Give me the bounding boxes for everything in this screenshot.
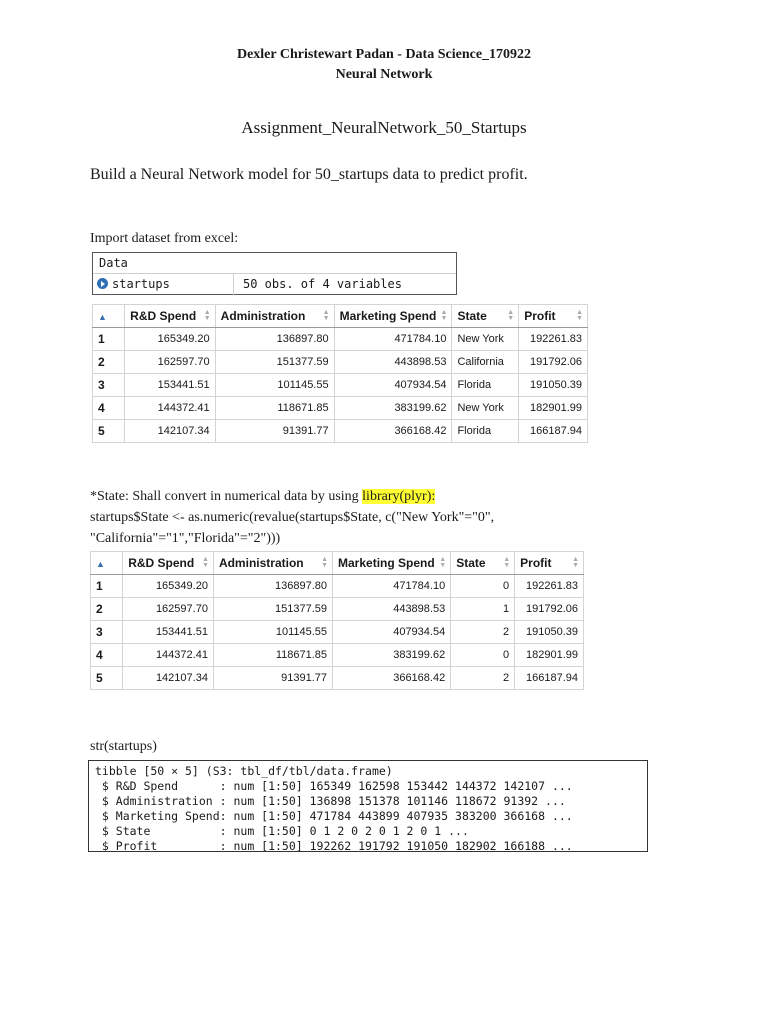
table-cell: 407934.54 (333, 621, 451, 644)
column-header[interactable]: R&D Spend ▲ ▼ (125, 305, 216, 328)
table-cell: 166187.94 (515, 667, 584, 690)
env-header: Data (93, 253, 456, 274)
table-cell: 191050.39 (515, 621, 584, 644)
console-line: $ State : num [1:50] 0 1 2 0 2 0 1 2 0 1 ... (95, 824, 469, 838)
sort-icon: ▲ ▼ (576, 309, 583, 322)
table-cell: 182901.99 (519, 397, 588, 420)
env-row-startups[interactable] (93, 274, 456, 295)
data-table-original (92, 304, 588, 443)
sort-up-icon: ▲ (98, 312, 107, 322)
table-row (93, 351, 588, 374)
table-cell: 366168.42 (333, 667, 451, 690)
console-line: $ Administration : num [1:50] 136898 151378 101146 118672 91392 ... (95, 794, 566, 808)
sort-icon: ▲ ▼ (203, 309, 211, 322)
table-cell: 136897.80 (213, 575, 332, 598)
row-index: 5 (93, 420, 125, 443)
subject-line: Neural Network (335, 67, 433, 82)
column-header[interactable]: Marketing Spend ▲ ▼ (333, 552, 451, 575)
task-text: Build a Neural Network model for 50_startups data to predict profit. (90, 166, 528, 183)
code-line-1: startups$State <- as.numeric(revalue(startups$State, c("New York"="0", (90, 510, 495, 525)
table-cell: 151377.59 (215, 351, 334, 374)
table-row (91, 598, 584, 621)
table-row (93, 374, 588, 397)
table-cell: California (452, 351, 519, 374)
row-index: 1 (91, 575, 123, 598)
sort-icon: ▲ ▼ (572, 556, 579, 569)
column-header[interactable]: Profit ▲ ▼ (515, 552, 584, 575)
table-cell: 144372.41 (125, 397, 216, 420)
env-object-name: startups (112, 277, 170, 291)
sort-index-header[interactable] (91, 552, 123, 575)
table-cell: 1 (451, 598, 515, 621)
table-cell: 162597.70 (123, 598, 214, 621)
table-cell: 182901.99 (515, 644, 584, 667)
row-index: 2 (91, 598, 123, 621)
row-index: 5 (91, 667, 123, 690)
column-header[interactable]: Profit ▲ ▼ (519, 305, 588, 328)
table-cell: 118671.85 (215, 397, 334, 420)
table-cell: 0 (451, 644, 515, 667)
console-line: $ Profit : num [1:50] 192262 191792 191050 182902 166188 ... (95, 839, 573, 852)
table-row (93, 420, 588, 443)
table-cell: 192261.83 (515, 575, 584, 598)
table-cell: 142107.34 (123, 667, 214, 690)
code-line-2: "California"="1","Florida"="2"))) (90, 531, 281, 546)
table-cell: 166187.94 (519, 420, 588, 443)
column-header[interactable]: State ▲ ▼ (452, 305, 519, 328)
table-cell: 383199.62 (334, 397, 452, 420)
row-index: 4 (93, 397, 125, 420)
table-row (91, 644, 584, 667)
row-index: 3 (91, 621, 123, 644)
row-index: 4 (91, 644, 123, 667)
table-row (91, 621, 584, 644)
str-label: str(startups) (90, 739, 157, 754)
sort-index-header[interactable] (93, 305, 125, 328)
table-row (93, 328, 588, 351)
sort-icon: ▲ ▼ (322, 309, 330, 322)
table-cell: 101145.55 (213, 621, 332, 644)
row-index: 1 (93, 328, 125, 351)
console-line: $ Marketing Spend: num [1:50] 471784 443899 407935 383200 366168 ... (95, 809, 573, 823)
table-cell: 191050.39 (519, 374, 588, 397)
row-index: 2 (93, 351, 125, 374)
table-row (91, 667, 584, 690)
console-line: tibble [50 × 5] (S3: tbl_df/tbl/data.frame) (95, 764, 393, 778)
table-cell: 407934.54 (334, 374, 452, 397)
table-cell: 2 (451, 667, 515, 690)
table-cell: 383199.62 (333, 644, 451, 667)
row-index: 3 (93, 374, 125, 397)
table-cell: 0 (451, 575, 515, 598)
table-cell: 165349.20 (125, 328, 216, 351)
table-cell: 162597.70 (125, 351, 216, 374)
table-cell: 144372.41 (123, 644, 214, 667)
column-header[interactable]: Administration ▲ ▼ (215, 305, 334, 328)
table-cell: 443898.53 (334, 351, 452, 374)
table-cell: 101145.55 (215, 374, 334, 397)
table-cell: 471784.10 (333, 575, 451, 598)
table-cell: 471784.10 (334, 328, 452, 351)
column-header[interactable]: R&D Spend ▲ ▼ (123, 552, 214, 575)
table-cell: 191792.06 (515, 598, 584, 621)
env-object-desc: 50 obs. of 4 variables (243, 277, 402, 291)
table-cell: 2 (451, 621, 515, 644)
table-cell: 91391.77 (213, 667, 332, 690)
console-output (88, 760, 648, 852)
sort-up-icon: ▲ (96, 559, 105, 569)
table-cell: 91391.77 (215, 420, 334, 443)
table-cell: 191792.06 (519, 351, 588, 374)
table-cell: New York (452, 328, 519, 351)
table-cell: 153441.51 (123, 621, 214, 644)
console-line: $ R&D Spend : num [1:50] 165349 162598 153442 144372 142107 ... (95, 779, 573, 793)
table-cell: Florida (452, 420, 519, 443)
column-header[interactable]: Administration ▲ ▼ (213, 552, 332, 575)
table-cell: 165349.20 (123, 575, 214, 598)
table-cell: 151377.59 (213, 598, 332, 621)
sort-icon: ▲ ▼ (440, 309, 448, 322)
table-cell: 136897.80 (215, 328, 334, 351)
sort-icon: ▲ ▼ (503, 556, 511, 569)
expand-play-icon[interactable] (97, 278, 108, 289)
table-row (91, 575, 584, 598)
sort-icon: ▲ ▼ (321, 556, 329, 569)
table-cell: New York (452, 397, 519, 420)
page-title: Assignment_NeuralNetwork_50_Startups (241, 118, 527, 137)
state-note (90, 489, 435, 505)
environment-pane (92, 252, 457, 295)
author-line: Dexler Christewart Padan - Data Science_170922 (236, 47, 532, 62)
sort-icon: ▲ ▼ (507, 309, 515, 322)
table-cell: Florida (452, 374, 519, 397)
highlighted-library: library(plyr): (362, 489, 436, 504)
table-cell: 366168.42 (334, 420, 452, 443)
table-cell: 153441.51 (125, 374, 216, 397)
table-cell: 118671.85 (213, 644, 332, 667)
import-label: Import dataset from excel: (90, 231, 239, 246)
state-note-prefix: *State: Shall convert in numerical data by using (90, 489, 363, 504)
sort-icon: ▲ ▼ (439, 556, 447, 569)
table-row (93, 397, 588, 420)
column-header[interactable]: State ▲ ▼ (451, 552, 515, 575)
table-cell: 142107.34 (125, 420, 216, 443)
table-cell: 443898.53 (333, 598, 451, 621)
column-header[interactable]: Marketing Spend ▲ ▼ (334, 305, 452, 328)
data-table-converted (90, 551, 584, 690)
table-cell: 192261.83 (519, 328, 588, 351)
sort-icon: ▲ ▼ (202, 556, 209, 569)
